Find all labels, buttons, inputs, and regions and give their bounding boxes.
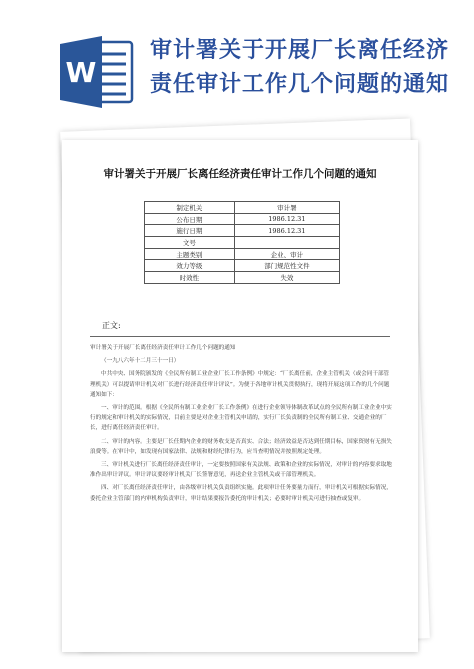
meta-value: 部门规范性文件 — [234, 260, 339, 272]
table-row — [145, 225, 340, 237]
table-row — [145, 248, 340, 260]
meta-key: 效力等级 — [145, 260, 235, 272]
table-row — [145, 237, 340, 249]
word-document-icon — [58, 34, 136, 110]
document-page — [62, 140, 418, 652]
body-label: 正文: — [102, 321, 121, 330]
meta-key: 施行日期 — [145, 225, 235, 237]
table-row — [145, 260, 340, 272]
meta-value: 1986.12.31 — [234, 213, 339, 225]
metadata-table — [144, 201, 340, 284]
banner-title — [150, 34, 450, 102]
body-paragraph: 二、审计的内容。主要是厂长任期内企业的财务收支是否真实、合法；经济效益是否达到任期目标，国家资财有无损失浪费等。在审计中，如发现有国家法律、法规和财经纪律行为，应当查明情况并按照规定处理。 — [90, 438, 392, 455]
body-paragraph: 四、对厂长离任经济责任审计，由各级审计机关负责组织实施。此项审计任务要量力而行，审计机关可根据实际情况，委托企业主管部门的内审机构负责审计，审计结果要报告委托的审计机关；必要时审计机关可进行抽查或复审。 — [90, 485, 392, 502]
body-date: （一九八六年十二月三十一日） — [101, 358, 180, 365]
document-title: 审计署关于开展厂长离任经济责任审计工作几个问题的通知 — [103, 168, 377, 180]
meta-value: 审计署 — [234, 202, 339, 214]
table-row — [145, 272, 340, 284]
body-paragraph: 中共中央、国务院颁发的《全民所有制工业企业厂长工作条例》中规定：“厂长离任前，企业主管机关（或会同干部管理机关）可以提请审计机关对厂长进行经济责任审计评议”。为便于各地审计机关贯彻执行，现将开展这项工作的几个问题通知如下： — [90, 371, 390, 398]
meta-value: 1986.12.31 — [234, 225, 339, 237]
meta-value: 失效 — [234, 272, 339, 284]
meta-key: 时效性 — [145, 272, 235, 284]
divider — [90, 336, 390, 337]
body-heading: 审计署关于开展厂长离任经济责任审计工作几个问题的通知 — [90, 345, 236, 351]
meta-key: 制定机关 — [145, 202, 235, 214]
meta-value — [234, 237, 339, 249]
banner-title-line-1: 审计署关于开展厂长离任经济 — [150, 38, 450, 63]
body-paragraph: 一、审计的范围。根据《全民所有制工业企业厂长工作条例》在进行企业领导体制改革试点的全民所有制工业企业中实行的规定和审计机关的实际情况，目前主要是对企业主管机关申请的，实行厂长负责制的全民所有制工业、交通企业的厂长，进行离任经济责任审计。 — [90, 405, 392, 432]
meta-key: 公布日期 — [145, 213, 235, 225]
meta-key: 文号 — [145, 237, 235, 249]
banner — [0, 0, 474, 135]
meta-key: 主题类别 — [145, 248, 235, 260]
banner-title-line-2: 责任审计工作几个问题的通知 — [150, 72, 450, 97]
body-paragraph: 三、审计机关进行厂长离任经济责任审计，一定要按照国家有关法规、政策和企业的实际情况，对审计的内容要求取地准作出审计评议。审计评议要经审计机关厂长签署意见，再送企业主管机关或干部管理机关。 — [90, 462, 392, 479]
table-row — [145, 202, 340, 214]
document-body — [90, 343, 392, 507]
table-row — [145, 213, 340, 225]
logo-letter: W — [65, 56, 97, 89]
meta-value: 企业、审计 — [234, 248, 339, 260]
